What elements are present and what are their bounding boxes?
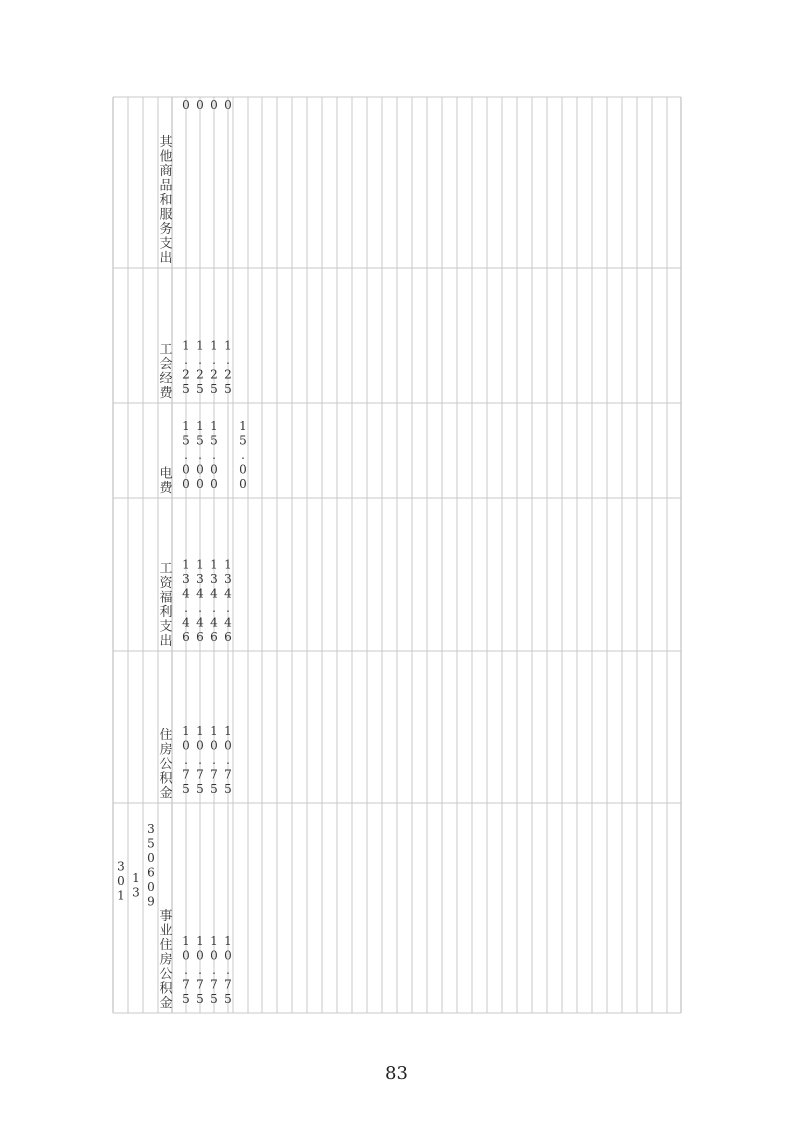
- value-cell: 1 3 4 . 4 6: [210, 557, 218, 644]
- value-cell: 1 0 . 7 5: [224, 934, 232, 1006]
- table-grid: [113, 97, 681, 1013]
- value-cell: 1 5 . 0 0: [182, 419, 190, 491]
- value-cell: 1 0 . 7 5: [210, 934, 218, 1006]
- row-label: 事业住房公积金: [159, 909, 173, 1011]
- value-cell: 1 0 . 7 5: [210, 724, 218, 796]
- value-cell: 0: [196, 98, 204, 112]
- row-label: 工资福利支出: [159, 561, 173, 649]
- value-cell: 1 0 . 7 5: [196, 724, 204, 796]
- row-label: 电费: [159, 466, 173, 496]
- table-cells: [117, 98, 247, 1011]
- value-cell: 1 5 . 0 0: [210, 419, 218, 491]
- value-cell: 0: [182, 98, 190, 112]
- value-cell: 0: [210, 98, 218, 112]
- page-number: 83: [385, 1063, 408, 1084]
- value-cell: 1 5 . 0 0: [239, 419, 247, 491]
- value-cell: 1 0 . 7 5: [182, 724, 190, 796]
- row-label: 其他商品和服务支出: [159, 135, 173, 266]
- value-cell: 1 . 2 5: [182, 338, 190, 396]
- value-cell: 0: [224, 98, 232, 112]
- value-cell: 1 5 . 0 0: [196, 419, 204, 491]
- value-cell: 1 3 4 . 4 6: [196, 557, 204, 644]
- code-cell: 1 3: [132, 870, 140, 900]
- value-cell: 1 0 . 7 5: [182, 934, 190, 1006]
- row-label: 工会经费: [159, 342, 173, 401]
- value-cell: 1 . 2 5: [224, 338, 232, 396]
- value-cell: 1 . 2 5: [210, 338, 218, 396]
- code-cell: 3 0 1: [117, 859, 125, 903]
- value-cell: 1 3 4 . 4 6: [224, 557, 232, 644]
- value-cell: 1 . 2 5: [196, 338, 204, 396]
- row-label: 住房公积金: [159, 728, 173, 801]
- value-cell: 1 0 . 7 5: [224, 724, 232, 796]
- code-cell: 3 5 0 6 0 9: [147, 821, 155, 909]
- value-cell: 1 0 . 7 5: [196, 934, 204, 1006]
- value-cell: 1 3 4 . 4 6: [182, 557, 190, 644]
